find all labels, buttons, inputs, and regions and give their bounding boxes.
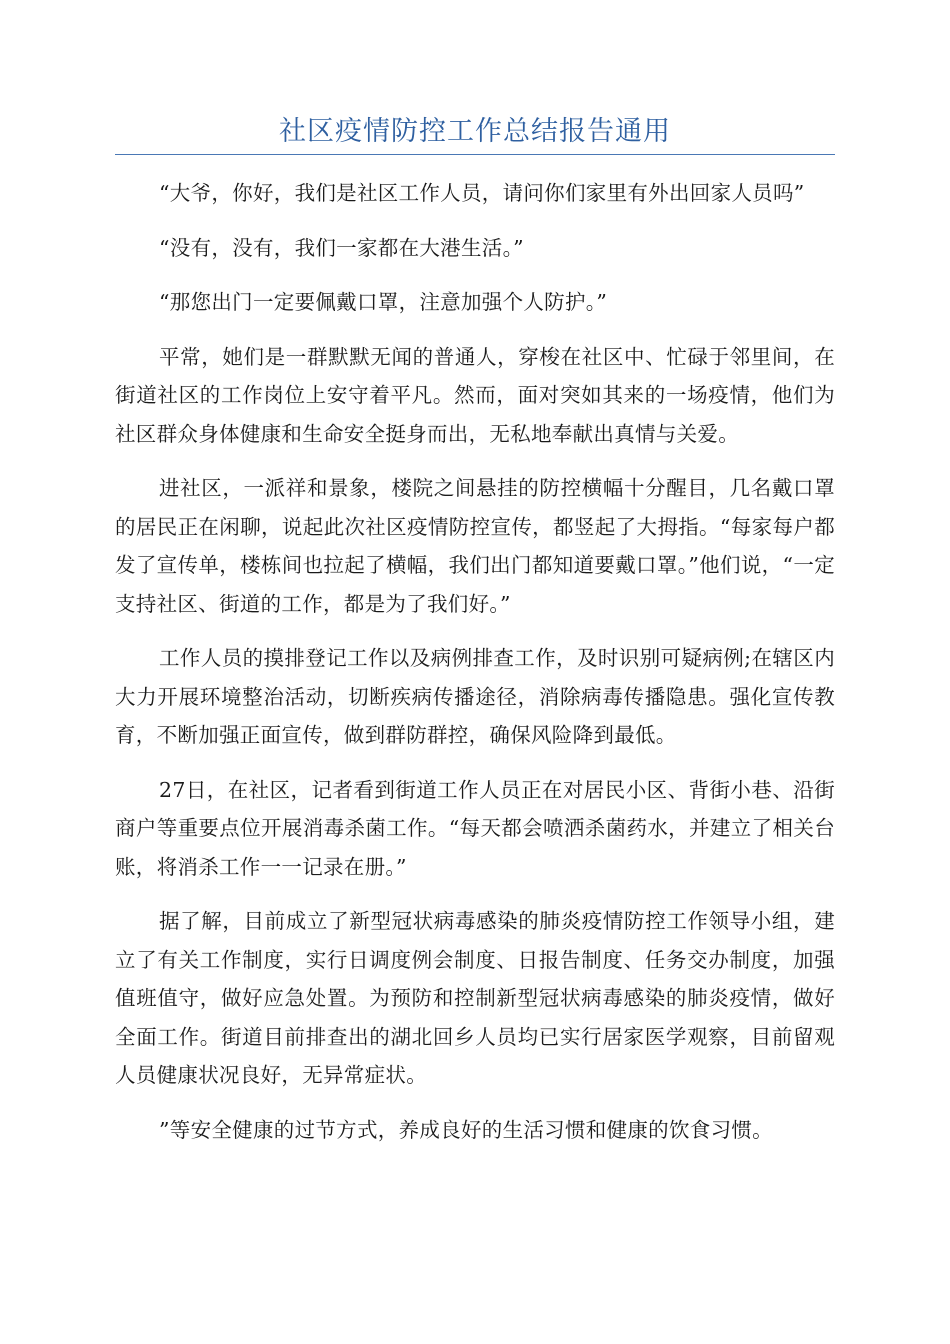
paragraph-3: “那您出门一定要佩戴口罩，注意加强个人防护。” [159,290,608,314]
paragraph-6: 工作人员的摸排登记工作以及病例排查工作，及时识别可疑病例;在辖区内大力开展环境整治活动，切断疾病传播途径，消除病毒传播隐患。强化宣传教育，不断加强正面宣传，做到群防群控，确保风险降到最低。 [115,646,835,747]
paragraph-7: 27日，在社区，记者看到街道工作人员正在对居民小区、背街小巷、沿街商户等重要点位开展消毒杀菌工作。“每天都会喷洒杀菌药水，并建立了相关台账，将消杀工作一一记录在册。” [115,777,835,879]
paragraph-5: 进社区，一派祥和景象，楼院之间悬挂的防控横幅十分醒目，几名戴口罩的居民正在闲聊，说起此次社区疫情防控宣传，都竖起了大拇指。“每家每户都发了宣传单，楼栋间也拉起了横幅，我们出门都知道要戴口罩。”他们说，“一定支持社区、街道的工作，都是为了我们好。” [115,476,835,616]
paragraph-9: ”等安全健康的过节方式，养成良好的生活习惯和健康的饮食习惯。 [159,1117,773,1142]
paragraph-8: 据了解，目前成立了新型冠状病毒感染的肺炎疫情防控工作领导小组，建立了有关工作制度，实行日调度例会制度、日报告制度、任务交办制度，加强值班值守，做好应急处置。为预防和控制新型冠状病毒感染的肺炎疫情，做好全面工作。街道目前排查出的湖北回乡人员均已实行居家医学观察，目前留观人员健康状况良好，无异常症状。 [115,909,835,1087]
paragraph-2: “没有，没有，我们一家都在大港生活。” [159,235,524,260]
document-title: 社区疫情防控工作总结报告通用 [279,116,671,147]
document-body [115,174,835,1165]
paragraph-1: “大爷，你好，我们是社区工作人员，请问你们家里有外出回家人员吗” [159,181,805,205]
paragraph-4: 平常，她们是一群默默无闻的普通人，穿梭在社区中、忙碌于邻里间，在街道社区的工作岗位上安守着平凡。然而，面对突如其来的一场疫情，他们为社区群众身体健康和生命安全挺身而出，无私地奉献出真情与关爱。 [115,344,835,446]
title-underline [115,154,835,155]
